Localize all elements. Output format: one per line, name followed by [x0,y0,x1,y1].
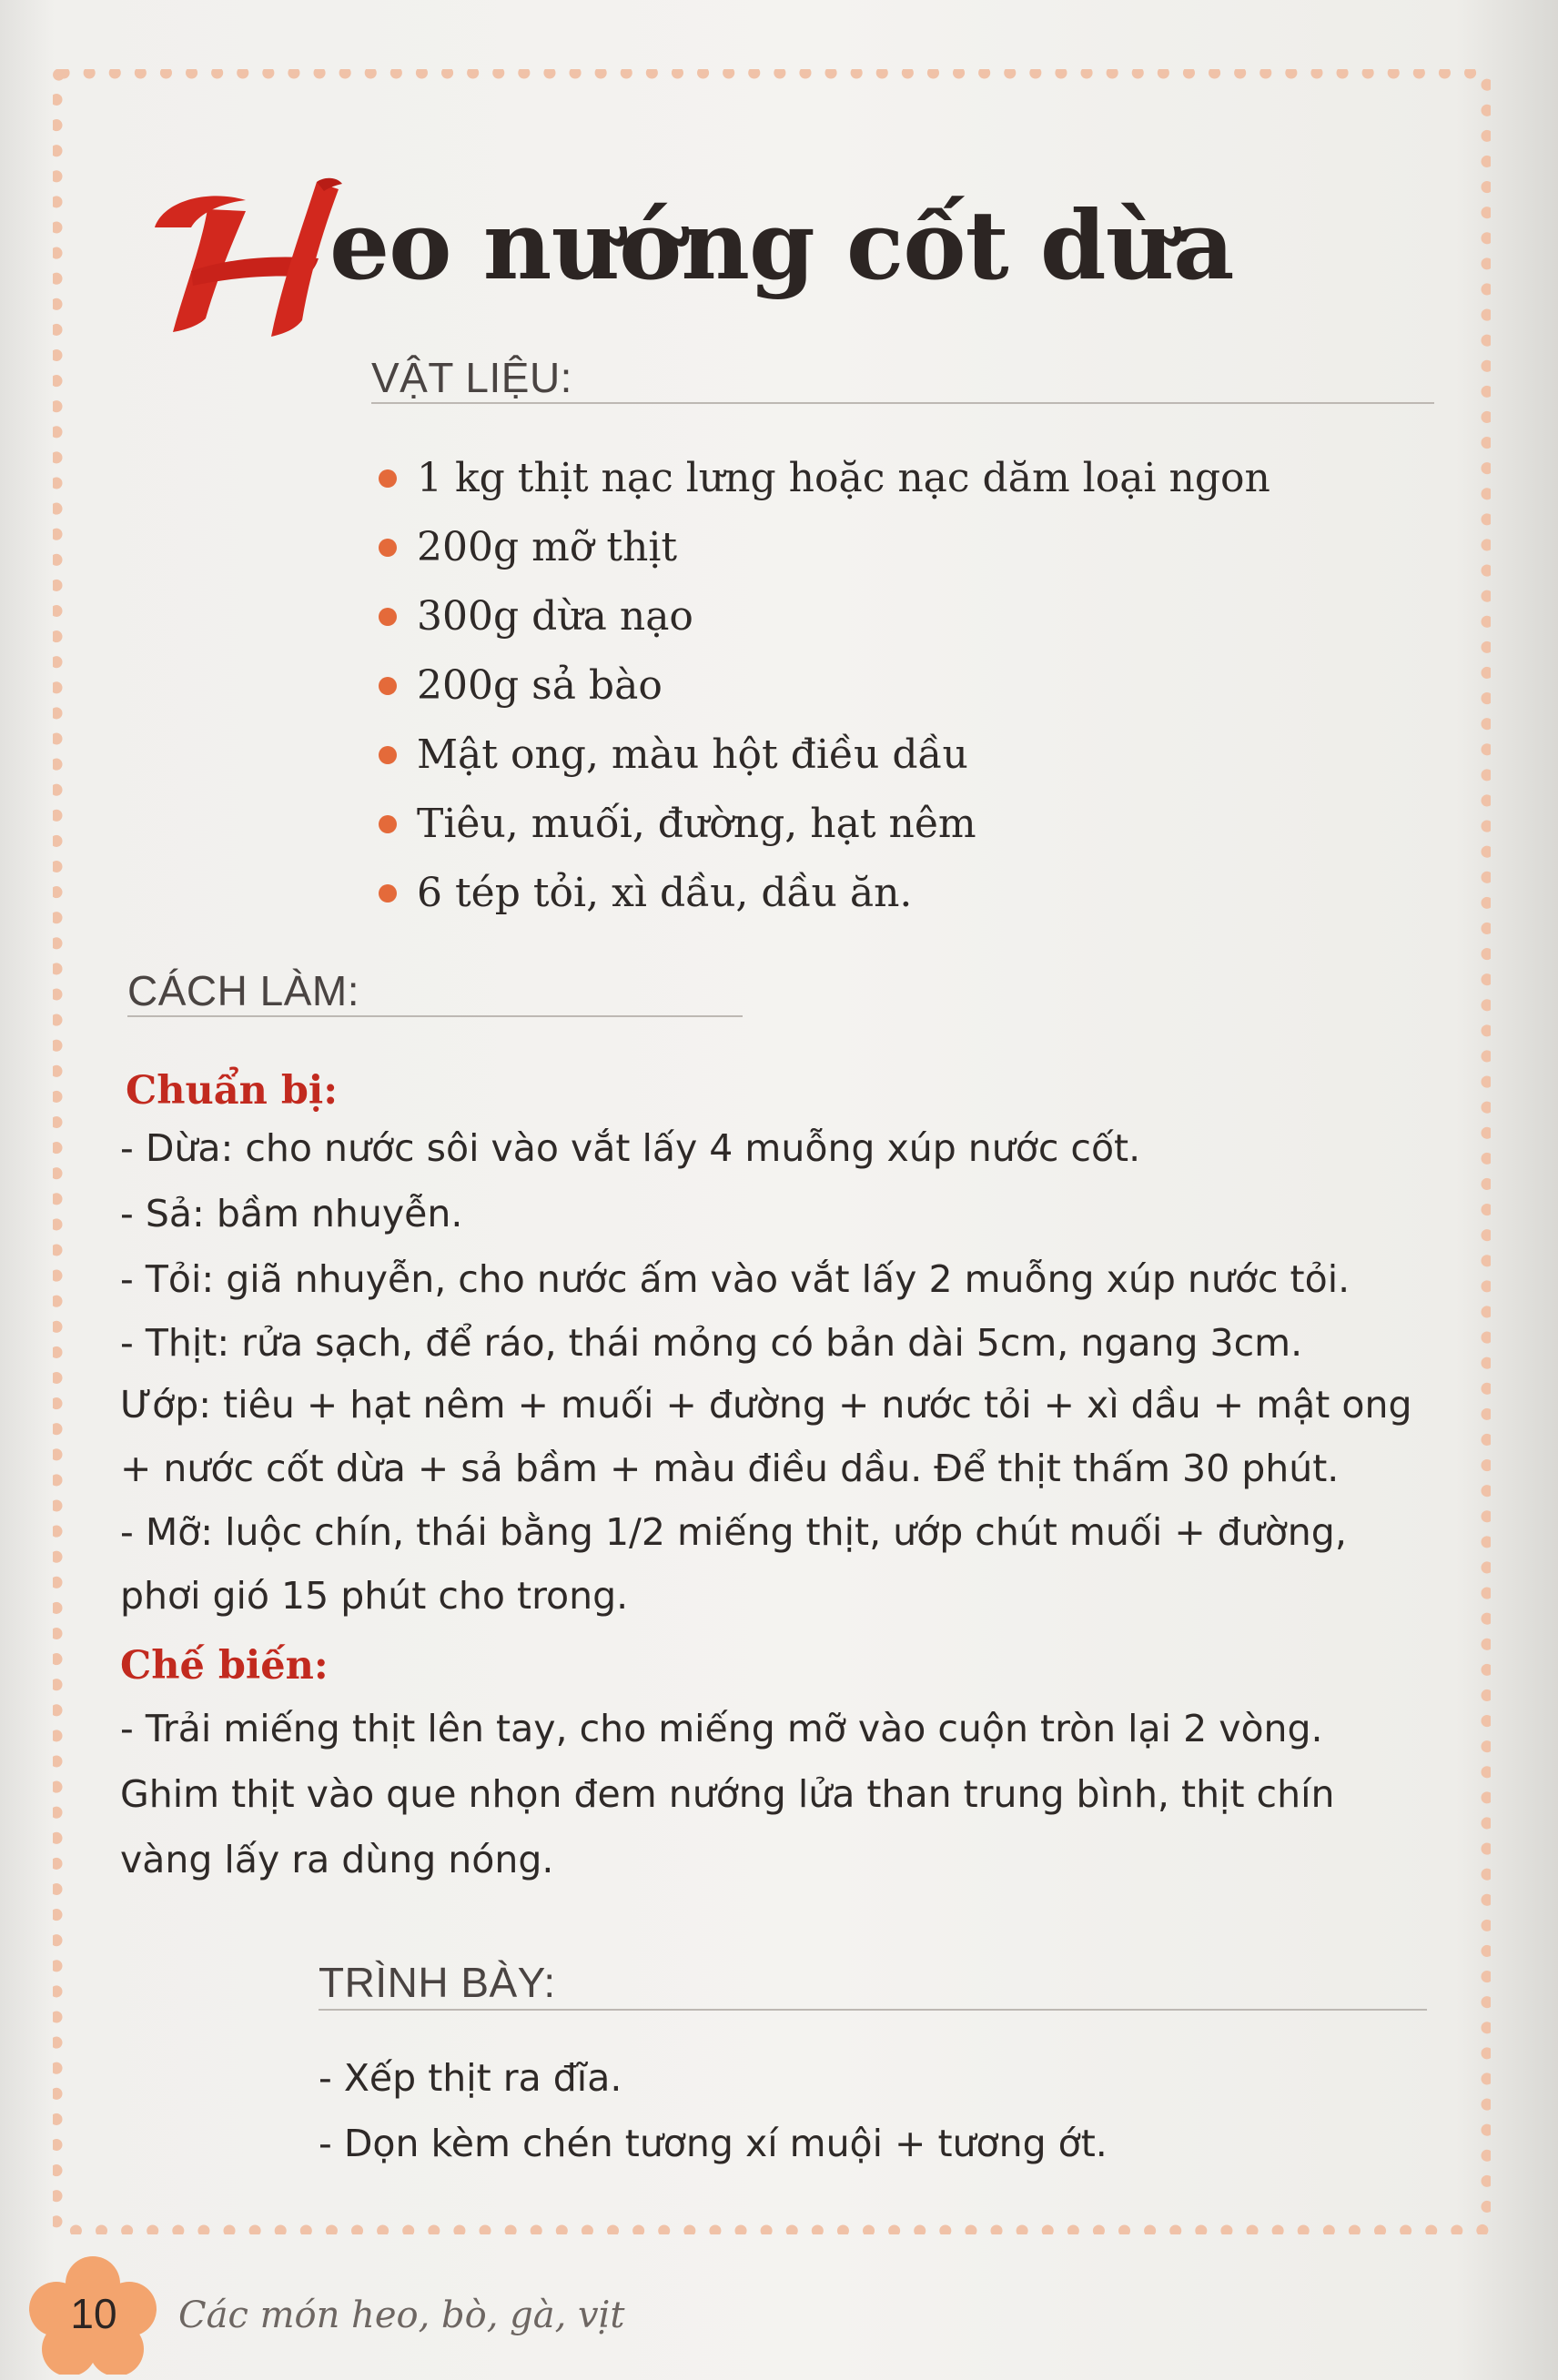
cook-heading: Chế biến: [120,1643,329,1689]
prep-line: - Tỏi: giã nhuyễn, cho nước ấm vào vắt lấy 2 muỗng xúp nước tỏi. [120,1257,1351,1301]
presentation-line: - Dọn kèm chén tương xí muội + tương ớt. [319,2122,1108,2165]
recipe-title [137,164,1234,346]
bullet-dot-icon [379,539,397,557]
prep-line: Ướp: tiêu + hạt nêm + muối + đường + nước tỏi + xì dầu + mật ong [120,1383,1412,1427]
ingredients-rule [371,402,1434,404]
presentation-rule [319,2009,1427,2011]
page-number: 10 [70,2290,117,2337]
prep-line: - Mỡ: luộc chín, thái bằng 1/2 miếng thịt, ướp chút muối + đường, [120,1510,1347,1554]
prep-line: - Dừa: cho nước sôi vào vắt lấy 4 muỗng xúp nước cốt. [120,1126,1141,1170]
list-item: Tiêu, muối, đường, hạt nêm [373,790,1465,859]
prep-line: phơi gió 15 phút cho trong. [120,1574,629,1618]
method-heading: CÁCH LÀM: [127,967,359,1014]
bullet-dot-icon [379,746,397,764]
prep-line: - Thịt: rửa sạch, để ráo, thái mỏng có bản dài 5cm, ngang 3cm. [120,1321,1303,1365]
ingredients-heading: VẬT LIỆU: [371,354,572,401]
list-item: Mật ong, màu hột điều dầu [373,721,1465,790]
book-title: Các món heo, bò, gà, vịt [178,2294,625,2336]
prep-heading: Chuẩn bị: [126,1068,339,1114]
cook-line: vàng lấy ra dùng nóng. [120,1838,554,1881]
bullet-dot-icon [379,608,397,626]
prep-line: + nước cốt dừa + sả bầm + màu điều dầu. Để thịt thấm 30 phút. [120,1447,1340,1490]
cook-line: - Trải miếng thịt lên tay, cho miếng mỡ vào cuộn tròn lại 2 vòng. [120,1707,1323,1750]
list-item: 6 tép tỏi, xì dầu, dầu ăn. [373,859,1465,928]
list-item: 200g sả bào [373,651,1465,721]
list-item: 300g dừa nạo [373,582,1465,651]
presentation-line: - Xếp thịt ra đĩa. [319,2056,622,2100]
presentation-heading: TRÌNH BÀY: [319,1959,556,2006]
bullet-dot-icon [379,884,397,903]
list-item: 1 kg thịt nạc lưng hoặc nạc dăm loại ngon [373,444,1465,513]
cook-line: Ghim thịt vào que nhọn đem nướng lửa than trung bình, thịt chín [120,1772,1335,1816]
method-rule [127,1015,743,1017]
prep-line: - Sả: bầm nhuyễn. [120,1192,463,1235]
bullet-dot-icon [379,677,397,695]
page-footer [0,2247,1558,2380]
bullet-dot-icon [379,469,397,488]
decorative-h-initial-icon [137,164,346,346]
list-item: 200g mỡ thịt [373,513,1465,582]
ingredients-list [373,444,1465,928]
bullet-dot-icon [379,815,397,833]
title-text: eo nướng cốt dừa [329,189,1234,301]
